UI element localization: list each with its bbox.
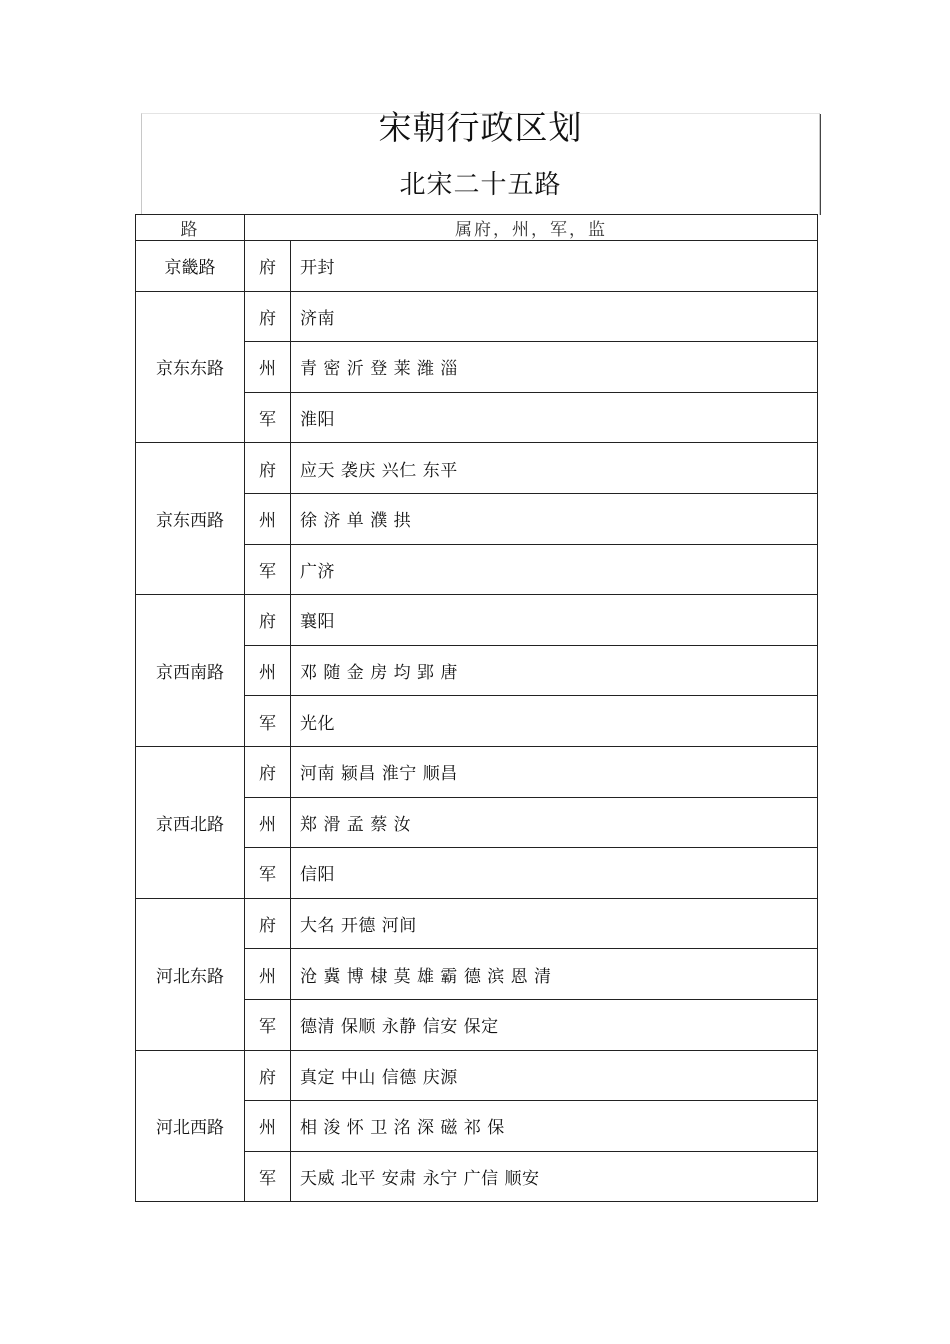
route-name: 京东西路 [136,443,245,595]
route-name: 京畿路 [136,241,245,292]
unit-list: 广济 [291,544,818,595]
table-row [136,291,818,342]
unit-list: 德清 保顺 永静 信安 保定 [291,999,818,1050]
unit-kind: 州 [245,1101,291,1152]
unit-kind: 州 [245,797,291,848]
unit-kind: 府 [245,898,291,949]
unit-kind: 府 [245,443,291,494]
unit-list: 沧 冀 博 棣 莫 雄 霸 德 滨 恩 清 [291,949,818,1000]
unit-kind: 军 [245,1151,291,1202]
unit-list: 青 密 沂 登 莱 潍 淄 [291,342,818,393]
unit-list: 淮阳 [291,392,818,443]
table-row [136,898,818,949]
unit-kind: 府 [245,241,291,292]
page-title: 宋朝行政区划 [378,108,583,147]
header-units: 属府，州，军，监 [245,215,818,241]
unit-list: 济南 [291,291,818,342]
unit-list: 光化 [291,696,818,747]
table-header-row [136,215,818,241]
unit-list: 天威 北平 安肃 永宁 广信 顺安 [291,1151,818,1202]
page-subtitle: 北宋二十五路 [399,170,562,200]
admin-division-table [135,214,818,1202]
unit-kind: 州 [245,949,291,1000]
unit-kind: 府 [245,1050,291,1101]
route-name: 京西南路 [136,595,245,747]
unit-list: 开封 [291,241,818,292]
table-body [136,241,818,1202]
header-road: 路 [136,215,245,241]
unit-kind: 府 [245,595,291,646]
table-row [136,241,818,292]
unit-list: 真定 中山 信德 庆源 [291,1050,818,1101]
title-border [820,114,821,215]
table-row [136,443,818,494]
table-row [136,595,818,646]
unit-kind: 军 [245,544,291,595]
unit-kind: 州 [245,645,291,696]
unit-list: 相 浚 怀 卫 洺 深 磁 祁 保 [291,1101,818,1152]
unit-list: 邓 随 金 房 均 郢 唐 [291,645,818,696]
table-row [136,746,818,797]
unit-kind: 军 [245,999,291,1050]
unit-kind: 州 [245,342,291,393]
unit-list: 徐 济 单 濮 拱 [291,493,818,544]
route-name: 京东东路 [136,291,245,443]
unit-list: 襄阳 [291,595,818,646]
unit-kind: 军 [245,848,291,899]
table-row [136,1050,818,1101]
route-name: 河北西路 [136,1050,245,1202]
unit-list: 郑 滑 孟 蔡 汝 [291,797,818,848]
unit-list: 河南 颍昌 淮宁 顺昌 [291,746,818,797]
unit-kind: 府 [245,291,291,342]
unit-kind: 州 [245,493,291,544]
unit-list: 应天 袭庆 兴仁 东平 [291,443,818,494]
unit-kind: 军 [245,696,291,747]
unit-list: 信阳 [291,848,818,899]
unit-kind: 府 [245,746,291,797]
unit-kind: 军 [245,392,291,443]
route-name: 京西北路 [136,746,245,898]
title-block [141,108,820,215]
route-name: 河北东路 [136,898,245,1050]
unit-list: 大名 开德 河间 [291,898,818,949]
